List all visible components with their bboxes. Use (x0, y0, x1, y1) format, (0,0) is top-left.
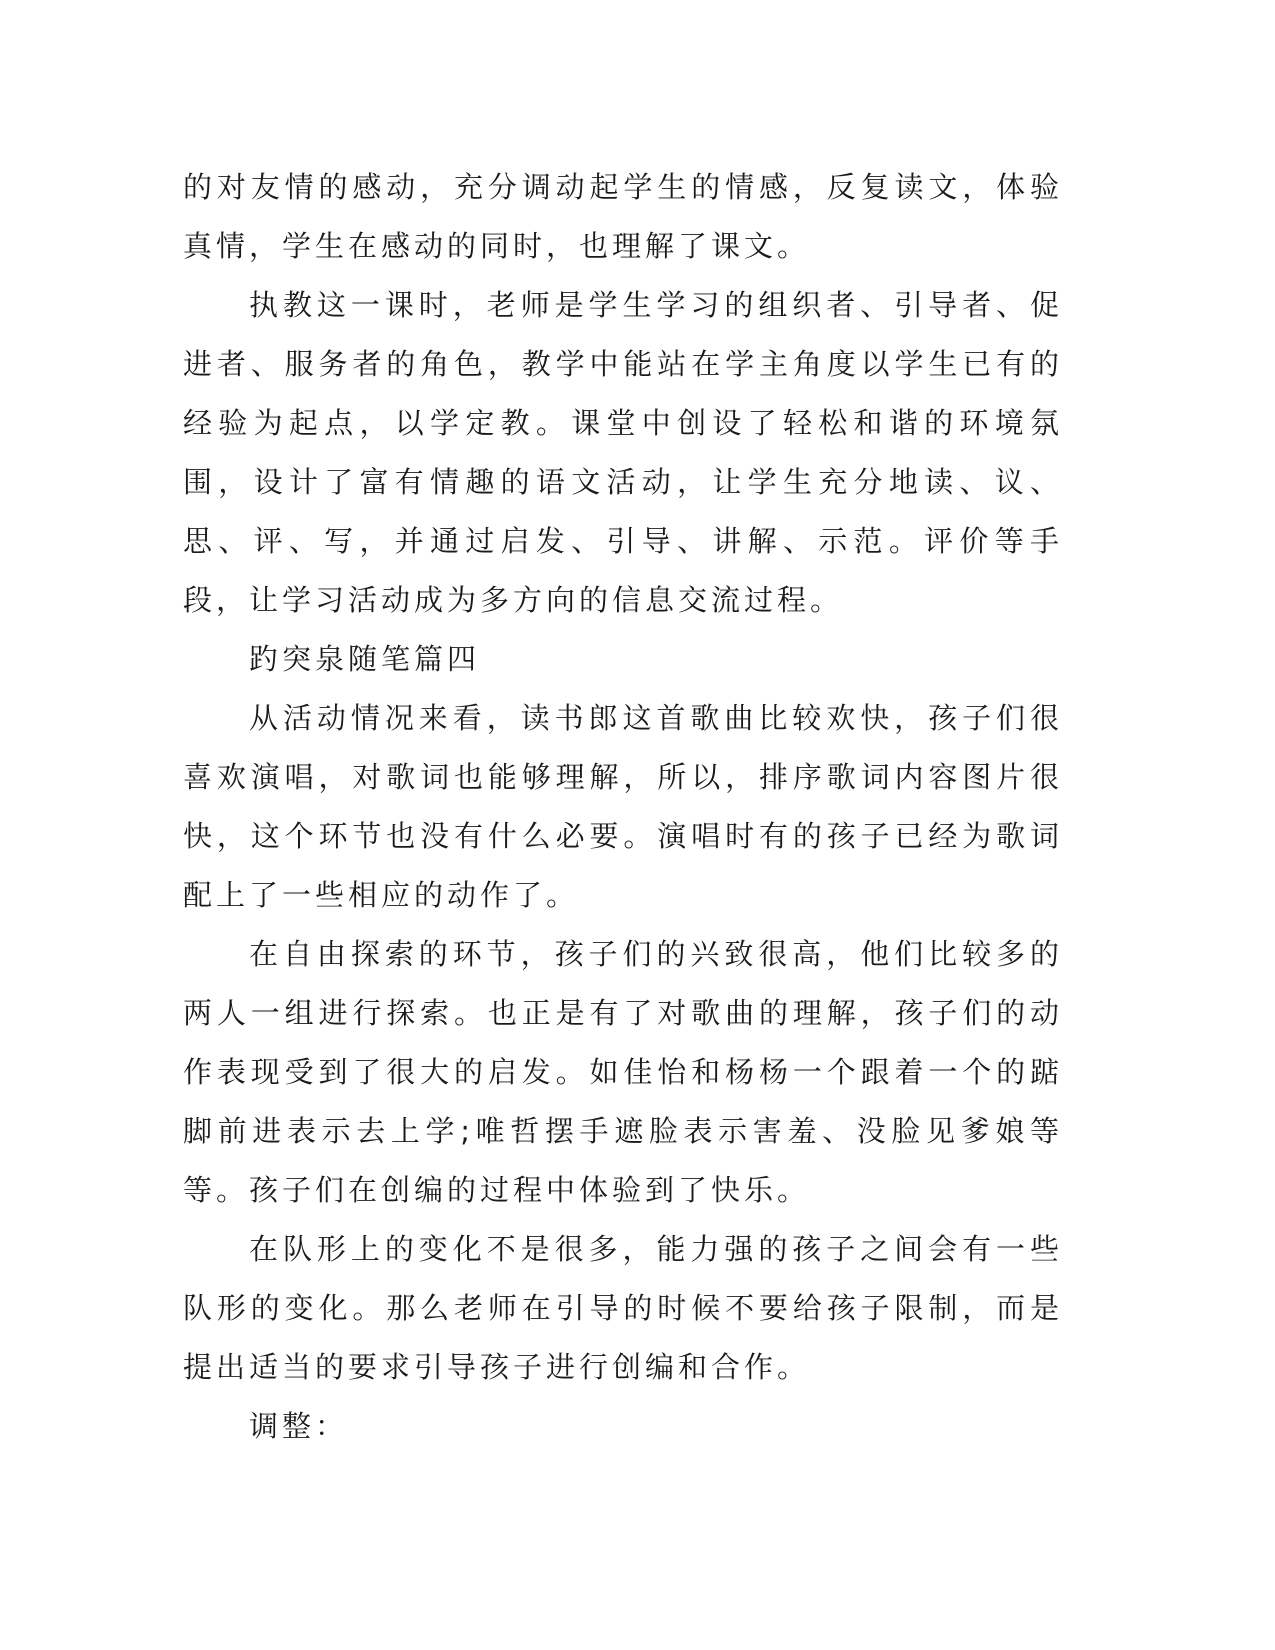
paragraph-4: 在自由探索的环节，孩子们的兴致很高，他们比较多的两人一组进行探索。也正是有了对歌曲的理解，孩子们的动作表现受到了很大的启发。如佳怡和杨杨一个跟着一个的踮脚前进表示去上学;唯哲摆手遮脸表示害羞、没脸见爹娘等等。孩子们在创编的过程中体验到了快乐。 (183, 937, 1063, 1207)
section-heading: 趵突泉随笔篇四 (249, 642, 481, 676)
paragraph-2: 执教这一课时，老师是学生学习的组织者、引导者、促进者、服务者的角色，教学中能站在学主角度以学生已有的经验为起点，以学定教。课堂中创设了轻松和谐的环境氛围，设计了富有情趣的语文活动，让学生充分地读、议、思、评、写，并通过启发、引导、讲解、示范。评价等手段，让学习活动成为多方向的信息交流过程。 (183, 288, 1063, 617)
paragraph-3: 从活动情况来看，读书郎这首歌曲比较欢快，孩子们很喜欢演唱，对歌词也能够理解，所以，排序歌词内容图片很快，这个环节也没有什么必要。演唱时有的孩子已经为歌词配上了一些相应的动作了。 (183, 701, 1063, 912)
document-body (183, 158, 1063, 1456)
paragraph-5: 在队形上的变化不是很多，能力强的孩子之间会有一些队形的变化。那么老师在引导的时候不要给孩子限制，而是提出适当的要求引导孩子进行创编和合作。 (183, 1232, 1063, 1384)
paragraph-6: 调整： (249, 1409, 349, 1443)
paragraph-1: 的对友情的感动，充分调动起学生的情感，反复读文，体验真情，学生在感动的同时，也理解了课文。 (183, 170, 1063, 263)
